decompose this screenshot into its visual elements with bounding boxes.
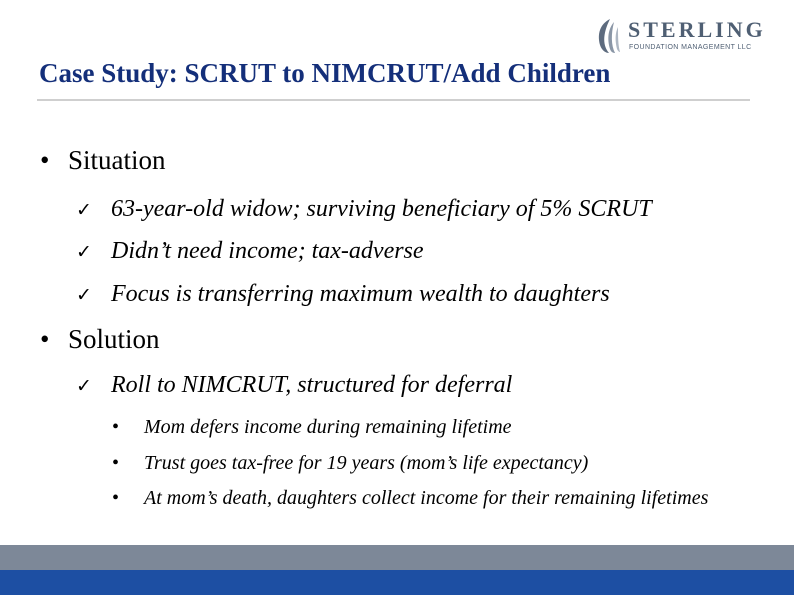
sub-bullet-text: Mom defers income during remaining lifetime [144, 416, 512, 438]
checklist-text: 63-year-old widow; surviving beneficiary of 5% SCRUT [111, 196, 652, 222]
sub-bullet-text: Trust goes tax-free for 19 years (mom’s life expectancy) [144, 452, 589, 474]
checkmark-icon: ✓ [76, 375, 92, 397]
logo-tagline: FOUNDATION MANAGEMENT LLC [629, 44, 752, 51]
checklist-text: Roll to NIMCRUT, structured for deferral [111, 372, 513, 398]
checkmark-icon: ✓ [76, 199, 92, 221]
checkmark-icon: ✓ [76, 241, 92, 263]
checklist-item [76, 279, 610, 310]
bullet-glyph: • [112, 416, 120, 438]
bullet-glyph: • [112, 487, 120, 509]
bullet-glyph: • [40, 324, 50, 354]
checklist-item [76, 194, 652, 225]
checklist-item [76, 236, 424, 267]
checklist-text: Didn’t need income; tax-adverse [111, 238, 424, 264]
checklist-text: Focus is transferring maximum wealth to daughters [111, 281, 610, 307]
sub-bullet-text: At mom’s death, daughters collect income for their remaining lifetimes [144, 487, 709, 509]
checkmark-icon: ✓ [76, 284, 92, 306]
bullet-label: Situation [68, 145, 166, 175]
bullet-label: Solution [68, 324, 160, 354]
footer-band-gray [0, 545, 794, 570]
checklist-item [76, 370, 512, 401]
bullet-solution [40, 323, 160, 355]
bullet-glyph: • [112, 452, 120, 474]
title-divider [37, 99, 750, 101]
sterling-leaf-icon [594, 18, 624, 54]
slide-title: Case Study: SCRUT to NIMCRUT/Add Children [39, 58, 611, 88]
bullet-situation [40, 144, 166, 176]
sterling-logo [594, 16, 766, 56]
bullet-glyph: • [40, 145, 50, 175]
logo-wordmark: STERLING [628, 17, 766, 42]
footer-band-blue [0, 570, 794, 595]
